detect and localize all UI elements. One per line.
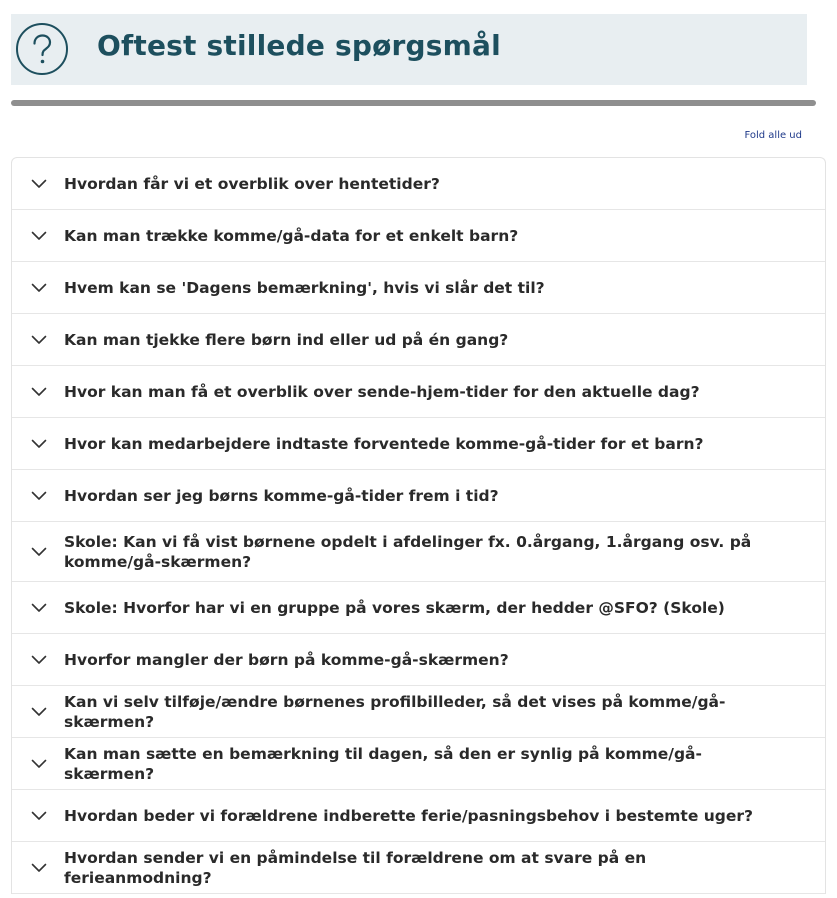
chevron-down-icon bbox=[31, 863, 47, 873]
faq-question: Hvordan får vi et overblik over hentetider? bbox=[64, 174, 440, 193]
faq-item[interactable] bbox=[12, 790, 825, 842]
faq-question: Hvem kan se 'Dagens bemærkning', hvis vi slår det til? bbox=[64, 278, 545, 297]
faq-question: Hvor kan medarbejdere indtaste forventede komme-gå-tider for et barn? bbox=[64, 434, 704, 453]
chevron-down-icon bbox=[31, 547, 47, 557]
faq-item[interactable] bbox=[12, 634, 825, 686]
faq-item[interactable] bbox=[12, 470, 825, 522]
page-title: Oftest stillede spørgsmål bbox=[97, 29, 501, 62]
faq-item[interactable] bbox=[12, 686, 825, 738]
chevron-down-icon bbox=[31, 603, 47, 613]
faq-accordion bbox=[11, 157, 826, 894]
faq-question: Hvordan sender vi en påmindelse til forældrene om at svare på en ferieanmodning? bbox=[64, 848, 647, 887]
faq-question: Kan man trække komme/gå-data for et enkelt barn? bbox=[64, 226, 519, 245]
question-circle-icon bbox=[15, 22, 69, 76]
chevron-down-icon bbox=[31, 335, 47, 345]
faq-item[interactable] bbox=[12, 418, 825, 470]
faq-item[interactable] bbox=[12, 522, 825, 582]
faq-item[interactable] bbox=[12, 262, 825, 314]
faq-question: Hvorfor mangler der børn på komme-gå-skærmen? bbox=[64, 650, 509, 669]
faq-question: Kan vi selv tilføje/ændre børnenes profilbilleder, så det vises på komme/gå-skærmen? bbox=[64, 692, 726, 731]
faq-question: Skole: Kan vi få vist børnene opdelt i afdelinger fx. 0.årgang, 1.årgang osv. på komme/gå-skærmen? bbox=[64, 532, 752, 571]
faq-question: Hvordan beder vi forældrene indberette ferie/pasningsbehov i bestemte uger? bbox=[64, 806, 754, 825]
faq-item[interactable] bbox=[12, 210, 825, 262]
page-header bbox=[11, 14, 807, 85]
chevron-down-icon bbox=[31, 439, 47, 449]
chevron-down-icon bbox=[31, 179, 47, 189]
faq-item[interactable] bbox=[12, 738, 825, 790]
faq-question: Hvor kan man få et overblik over sende-hjem-tider for den aktuelle dag? bbox=[64, 382, 700, 401]
faq-question: Hvordan ser jeg børns komme-gå-tider frem i tid? bbox=[64, 486, 499, 505]
chevron-down-icon bbox=[31, 231, 47, 241]
chevron-down-icon bbox=[31, 491, 47, 501]
chevron-down-icon bbox=[31, 283, 47, 293]
faq-question: Kan man tjekke flere børn ind eller ud på én gang? bbox=[64, 330, 509, 349]
chevron-down-icon bbox=[31, 707, 47, 717]
faq-question: Kan man sætte en bemærkning til dagen, så den er synlig på komme/gå-skærmen? bbox=[64, 744, 702, 783]
chevron-down-icon bbox=[31, 387, 47, 397]
faq-item[interactable] bbox=[12, 314, 825, 366]
faq-item[interactable] bbox=[12, 366, 825, 418]
chevron-down-icon bbox=[31, 759, 47, 769]
faq-item[interactable] bbox=[12, 842, 825, 894]
header-divider bbox=[11, 100, 816, 106]
chevron-down-icon bbox=[31, 655, 47, 665]
faq-item[interactable] bbox=[12, 158, 825, 210]
fold-all-button[interactable]: Fold alle ud bbox=[744, 130, 802, 141]
chevron-down-icon bbox=[31, 811, 47, 821]
faq-item[interactable] bbox=[12, 582, 825, 634]
faq-question: Skole: Hvorfor har vi en gruppe på vores skærm, der hedder @SFO? (Skole) bbox=[64, 598, 725, 617]
